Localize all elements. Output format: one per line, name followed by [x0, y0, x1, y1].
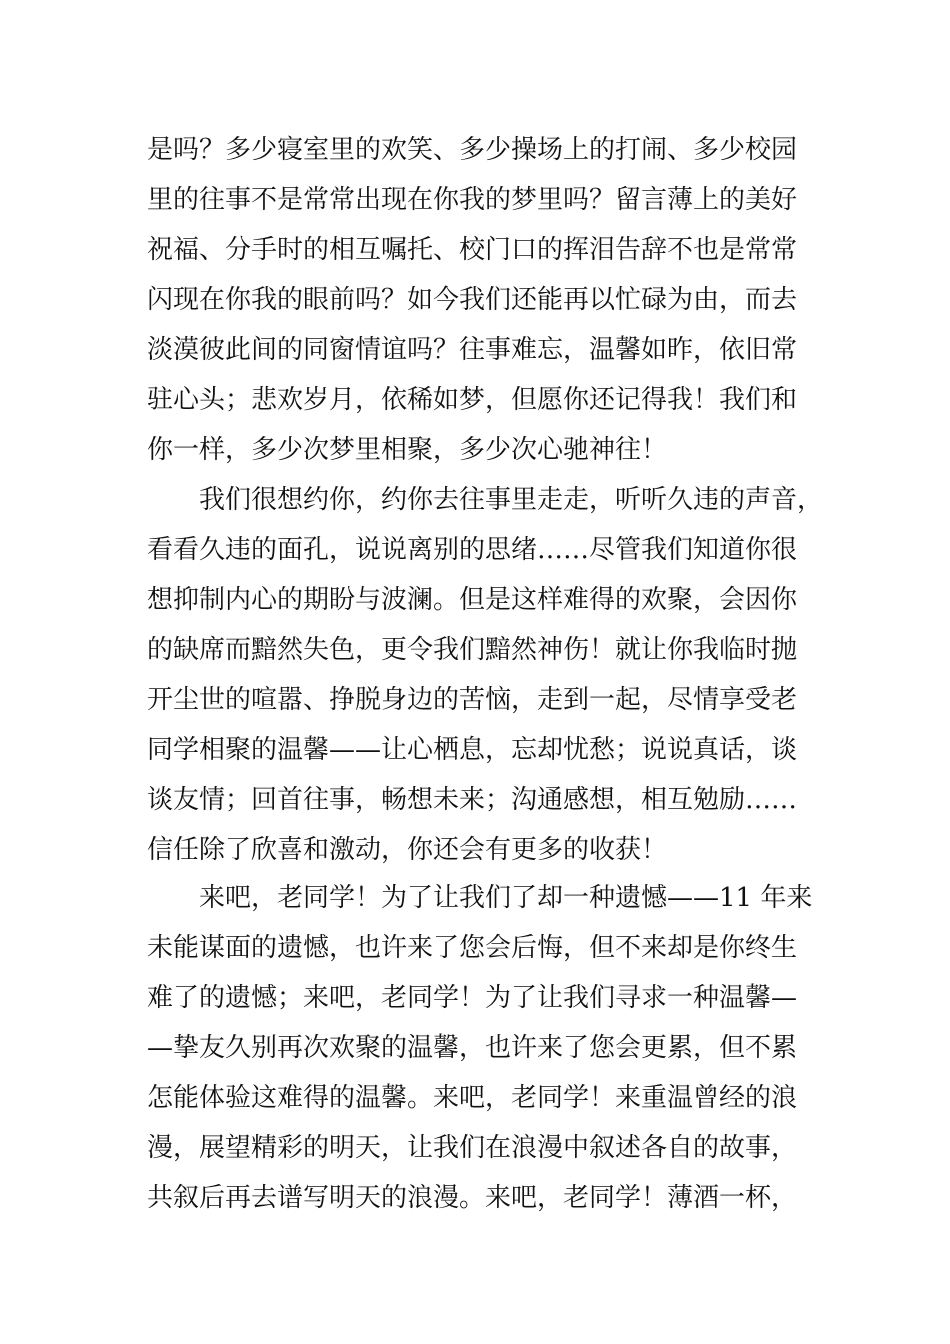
- text-line: 驻心头；悲欢岁月，依稀如梦，但愿你还记得我！我们和: [147, 385, 798, 415]
- text-line: 闪现在你我的眼前吗？如今我们还能再以忙碌为由，而去: [147, 285, 798, 315]
- text-line: 信任除了欣喜和激动，你还会有更多的收获！: [147, 835, 668, 865]
- text-line: 的缺席而黯然失色，更令我们黯然神伤！就让你我临时抛: [147, 635, 798, 665]
- text-line: 未能谋面的遗憾，也许来了您会后悔，但不来却是你终生: [147, 933, 798, 963]
- paragraph-first-line: 来吧，老同学！为了让我们了却一种遗憾——11 年来: [199, 883, 813, 913]
- text-line: 看看久违的面孔，说说离别的思绪……尽管我们知道你很: [147, 535, 798, 565]
- text-line: 谈友情；回首往事，畅想未来；沟通感想，相互勉励……: [147, 785, 798, 815]
- text-line: 漫，展望精彩的明天，让我们在浪漫中叙述各自的故事，: [147, 1133, 798, 1163]
- text-line: 怎能体验这难得的温馨。来吧，老同学！来重温曾经的浪: [147, 1083, 798, 1113]
- text-line: 祝福、分手时的相互嘱托、校门口的挥泪告辞不也是常常: [147, 235, 798, 265]
- text-line: 想抑制内心的期盼与波澜。但是这样难得的欢聚，会因你: [147, 585, 798, 615]
- text-line: 里的往事不是常常出现在你我的梦里吗？留言薄上的美好: [147, 185, 798, 215]
- text-line: —挚友久别再次欢聚的温馨，也许来了您会更累，但不累: [147, 1033, 798, 1063]
- paragraph-first-line: 我们很想约你，约你去往事里走走，听听久违的声音，: [199, 485, 824, 515]
- text-line: 是吗？多少寝室里的欢笑、多少操场上的打闹、多少校园: [147, 135, 798, 165]
- text-line: 难了的遗憾；来吧，老同学！为了让我们寻求一种温馨—: [147, 983, 798, 1013]
- text-line: 开尘世的喧嚣、挣脱身边的苦恼，走到一起，尽情享受老: [147, 685, 798, 715]
- text-line: 同学相聚的温馨——让心栖息，忘却忧愁；说说真话，谈: [147, 735, 798, 765]
- text-line: 淡漠彼此间的同窗情谊吗？往事难忘，温馨如昨，依旧常: [147, 335, 798, 365]
- text-line: 你一样，多少次梦里相聚，多少次心驰神往！: [147, 435, 668, 465]
- text-line: 共叙后再去谱写明天的浪漫。来吧，老同学！薄酒一杯，: [147, 1183, 798, 1213]
